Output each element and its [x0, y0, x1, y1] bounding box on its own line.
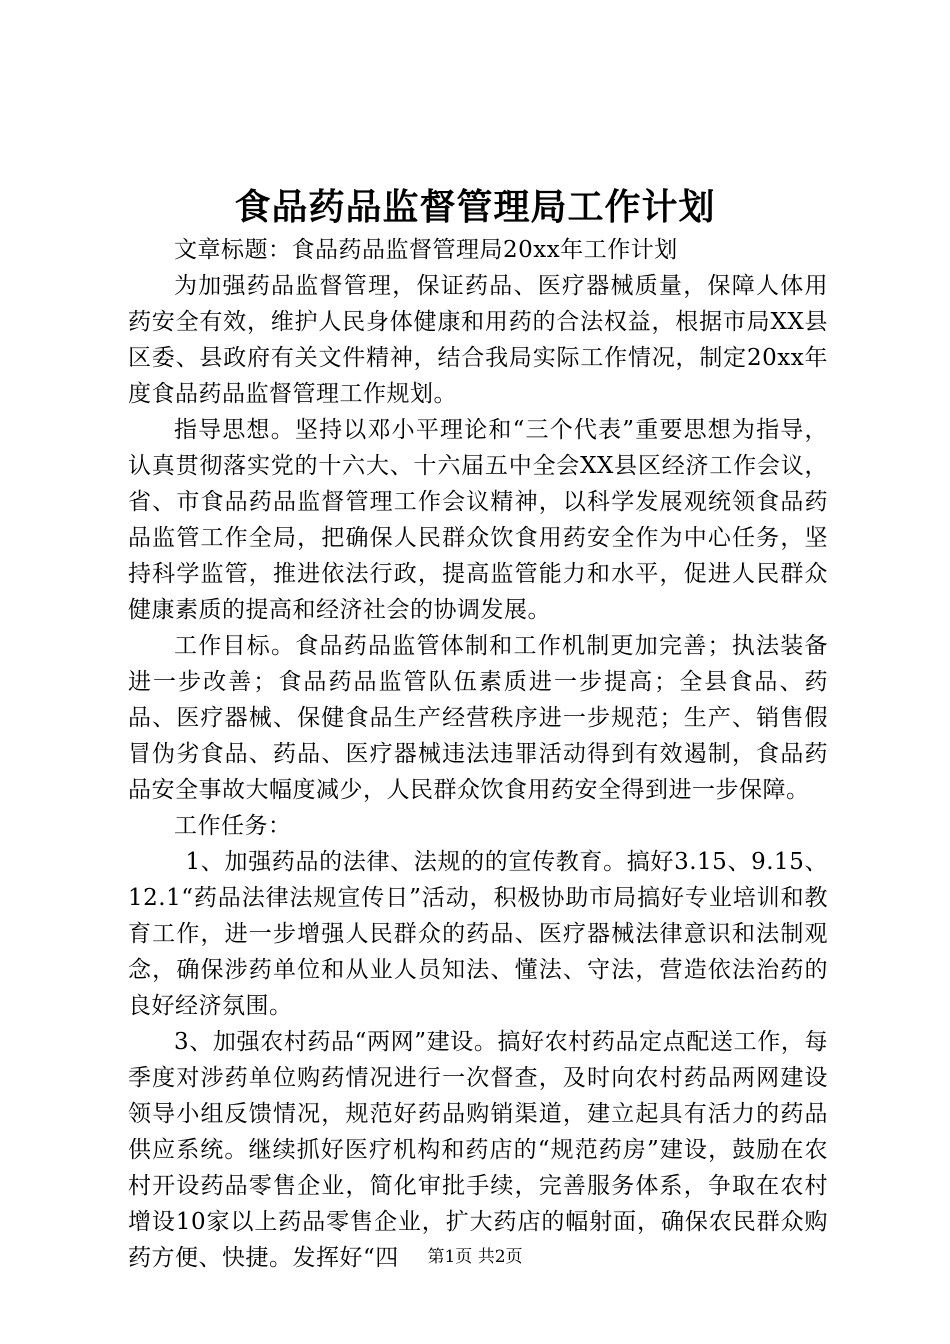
work-goals-paragraph: 工作目标。食品药品监管体制和工作机制更加完善；执法装备进一步改善；食品药品监管队伍素质进一步提高；全县食品、药品、医疗器械、保健食品生产经营秩序进一步规范；生产、销售假冒伪劣食品、药品、医疗器械违法违罪活动得到有效遏制，食品药品安全事故大幅度减少，人民群众饮食用药安全得到进一步保障。 — [128, 633, 828, 803]
document-title: 食品药品监督管理局工作计划 — [234, 186, 716, 228]
article-heading-line: 文章标题：食品药品监督管理局20xx年工作计划 — [174, 237, 678, 263]
document-body — [128, 232, 828, 1276]
page-footer: 第1页 共2页 — [427, 1247, 523, 1267]
work-tasks-heading: 工作任务： — [174, 813, 292, 839]
guiding-principle-paragraph: 指导思想。坚持以邓小平理论和“三个代表”重要思想为指导，认真贯彻落实党的十六大、十六届五中全会XX县区经济工作会议，省、市食品药品监督管理工作会议精神，以科学发展观统领食品药品监管工作全局，把确保人民群众饮食用药安全作为中心任务，坚持科学监管，推进依法行政，提高监管能力和水平，促进人民群众健康素质的提高和经济社会的协调发展。 — [128, 417, 828, 623]
task-3-paragraph: 3、加强农村药品“两网”建设。搞好农村药品定点配送工作，每季度对涉药单位购药情况进行一次督查，及时向农村药品两网建设领导小组反馈情况，规范好药品购销渠道，建立起具有活力的药品供应系统。继续抓好医疗机构和药店的“规范药房”建设，鼓励在农村开设药品零售企业，简化审批手续，完善服务体系，争取在农村增设10家以上药品零售企业，扩大药店的幅射面，确保农民群众购药方便、快捷。发挥好“四 — [128, 1029, 828, 1271]
intro-paragraph: 为加强药品监督管理，保证药品、医疗器械质量，保障人体用药安全有效，维护人民身体健康和用药的合法权益，根据市局XX县区委、县政府有关文件精神，结合我局实际工作情况，制定20xx年度食品药品监督管理工作规划。 — [128, 273, 828, 407]
task-1-paragraph: 1、加强药品的法律、法规的的宣传教育。搞好3.15、9.15、12.1“药品法律法规宣传日”活动，积极协助市局搞好专业培训和教育工作，进一步增强人民群众的药品、医疗器械法律意识和法制观念，确保涉药单位和从业人员知法、懂法、守法，营造依法治药的良好经济氛围。 — [128, 849, 828, 1019]
